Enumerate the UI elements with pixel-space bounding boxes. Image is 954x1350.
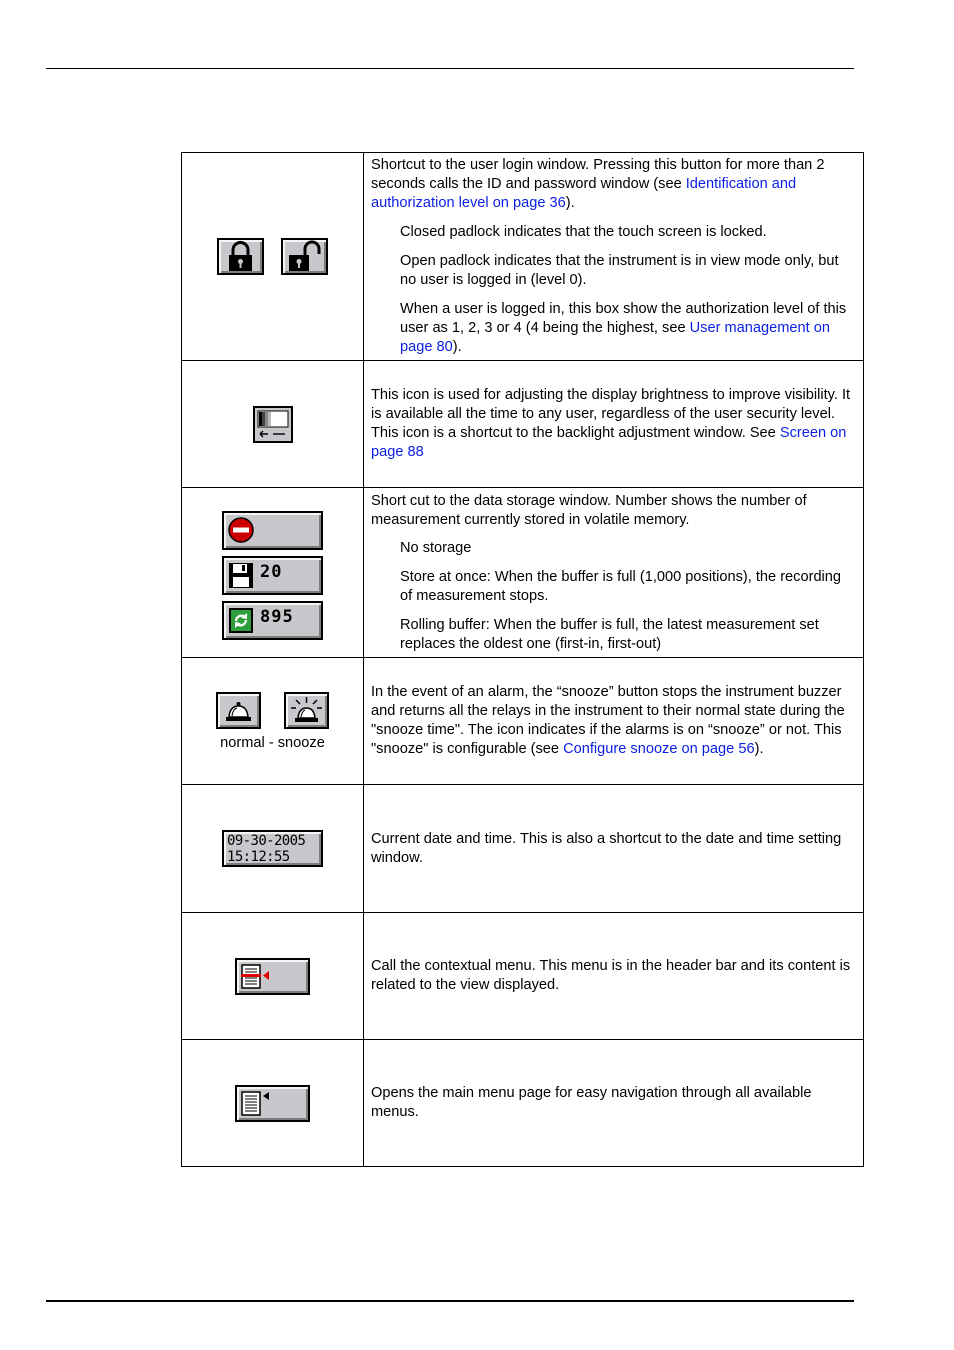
date-time-button[interactable]	[222, 830, 323, 867]
description-snooze: In the event of an alarm, the “snooze” button stops the instrument buzzer and returns all the relays in the instrument to their normal state during the "snooze time". The icon indicates if the alarms is on “snooze” or not. This "snooze" is configurable (see Configure snooze on page 56).	[364, 658, 864, 785]
closed-padlock-icon[interactable]	[217, 238, 264, 275]
store-count: 20	[260, 561, 283, 582]
table-row-snooze	[182, 658, 864, 785]
ringing-bell-icon[interactable]	[284, 692, 329, 729]
description-login	[364, 153, 864, 361]
closed-padlock-description: Closed padlock indicates that the touch screen is locked.	[400, 224, 767, 240]
description-main-menu: Opens the main menu page for easy navigation through all available menus.	[364, 1040, 864, 1167]
login-intro: Shortcut to the user login window. Pressing this button for more than 2 seconds calls the ID and password window (see Identification and authorization level on page 36).	[371, 157, 825, 211]
table-row-contextual-menu	[182, 913, 864, 1040]
icon-cell-contextual-menu	[182, 913, 364, 1040]
contextual-menu-icon[interactable]	[235, 958, 310, 995]
link-configure-snooze[interactable]: Configure snooze on page 56	[563, 741, 755, 757]
rolling-buffer-icon	[227, 606, 257, 636]
no-storage-icon[interactable]	[222, 511, 323, 550]
bell-icon[interactable]	[216, 692, 261, 729]
icon-cell-snooze	[182, 658, 364, 785]
icon-cell-login	[182, 153, 364, 361]
open-padlock-description: Open padlock indicates that the instrument is in view mode only, but no user is logged in (level 0).	[400, 253, 839, 288]
rolling-count: 895	[260, 606, 294, 627]
logged-in-description: When a user is logged in, this box show the authorization level of this user as 1, 2, 3 or 4 (4 being the highest, see User management on page 80).	[400, 301, 847, 355]
description-contextual-menu: Call the contextual menu. This menu is in the header bar and its content is related to the view displayed.	[364, 913, 864, 1040]
date-time-display	[227, 833, 305, 865]
icon-cell-storage	[182, 488, 364, 658]
description-storage: Short cut to the data storage window. Number shows the number of measurement currently stored in volatile memory. No storage Store at once: When the buffer is full (1,000 positions), the recording of measurement stops. Rolling buffer: When the buffer is full, the latest measurement set replaces the oldest one (first-in, first-out)	[364, 488, 864, 658]
store-at-once-button[interactable]	[222, 556, 323, 595]
icon-cell-main-menu	[182, 1040, 364, 1167]
link-identification-authorization[interactable]: Identification and authorization level on page 36	[371, 176, 797, 211]
time-value: 15:12:55	[227, 849, 290, 865]
header-rule	[46, 68, 854, 69]
table-row-storage	[182, 488, 864, 658]
table-row-main-menu	[182, 1040, 864, 1167]
link-screen[interactable]: Screen on page 88	[371, 425, 847, 460]
icon-reference-table	[181, 152, 864, 1167]
description-datetime: Current date and time. This is also a shortcut to the date and time setting window.	[364, 785, 864, 913]
rolling-buffer-button[interactable]	[222, 601, 323, 640]
description-brightness: This icon is used for adjusting the display brightness to improve visibility. It is available all the time to any user, regardless of the user security level. This icon is a shortcut to the backlight adjustment window. See Screen on page 88	[364, 361, 864, 488]
date-value: 09-30-2005	[227, 833, 306, 849]
icon-cell-brightness	[182, 361, 364, 488]
table-row-login	[182, 153, 864, 361]
brightness-icon[interactable]	[253, 406, 293, 443]
link-user-management[interactable]: User management on page 80	[400, 320, 830, 355]
open-padlock-icon[interactable]	[281, 238, 328, 275]
footer-rule	[46, 1300, 854, 1302]
icon-cell-datetime	[182, 785, 364, 913]
table-row-brightness	[182, 361, 864, 488]
main-menu-icon[interactable]	[235, 1085, 310, 1122]
floppy-disk-icon	[227, 561, 257, 591]
snooze-caption: normal - snooze	[220, 734, 325, 751]
table-row-datetime	[182, 785, 864, 913]
